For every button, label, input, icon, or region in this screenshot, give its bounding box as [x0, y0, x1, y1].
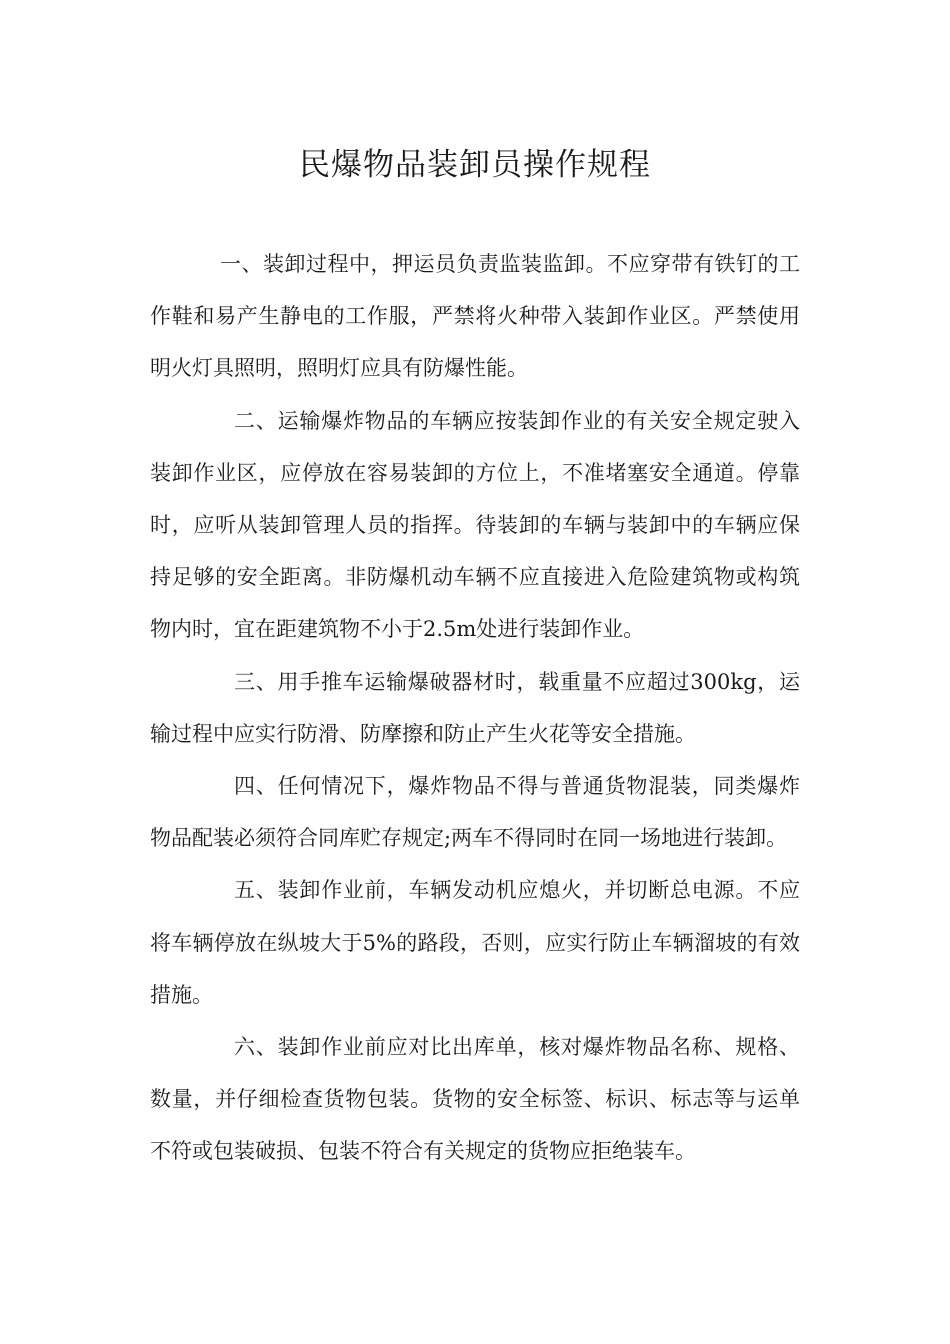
paragraph-4: 四、任何情况下，爆炸物品不得与普通货物混装，同类爆炸物品配装必须符合同库贮存规定;两车不得同时在同一场地进行装卸。 [150, 774, 800, 851]
document-title: 民爆物品装卸员操作规程 [299, 146, 651, 183]
paragraph-6: 六、装卸作业前应对比出库单，核对爆炸物品名称、规格、数量，并仔细检查货物包装。货物的安全标签、标识、标志等与运单不符或包装破损、包装不符合有关规定的货物应拒绝装车。 [150, 1035, 800, 1164]
paragraph-1: 一、装卸过程中，押运员负责监装监卸。不应穿带有铁钉的工作鞋和易产生静电的工作服，严禁将火种带入装卸作业区。严禁使用明火灯具照明，照明灯应具有防爆性能。 [150, 252, 800, 381]
paragraph-5: 五、装卸作业前，车辆发动机应熄火，并切断总电源。不应将车辆停放在纵坡大于5%的路段，否则，应实行防止车辆溜坡的有效措施。 [150, 878, 800, 1007]
paragraph-2: 二、运输爆炸物品的车辆应按装卸作业的有关安全规定驶入装卸作业区，应停放在容易装卸的方位上，不准堵塞安全通道。停靠时，应听从装卸管理人员的指挥。待装卸的车辆与装卸中的车辆应保持足够的安全距离。非防爆机动车辆不应直接进入危险建筑物或构筑物内时，宜在距建筑物不小于2.5m处进行装卸作业。 [150, 408, 800, 642]
paragraph-3: 三、用手推车运输爆破器材时，载重量不应超过300kg，运输过程中应实行防滑、防摩擦和防止产生火花等安全措施。 [150, 669, 800, 746]
document-body [150, 238, 800, 1178]
